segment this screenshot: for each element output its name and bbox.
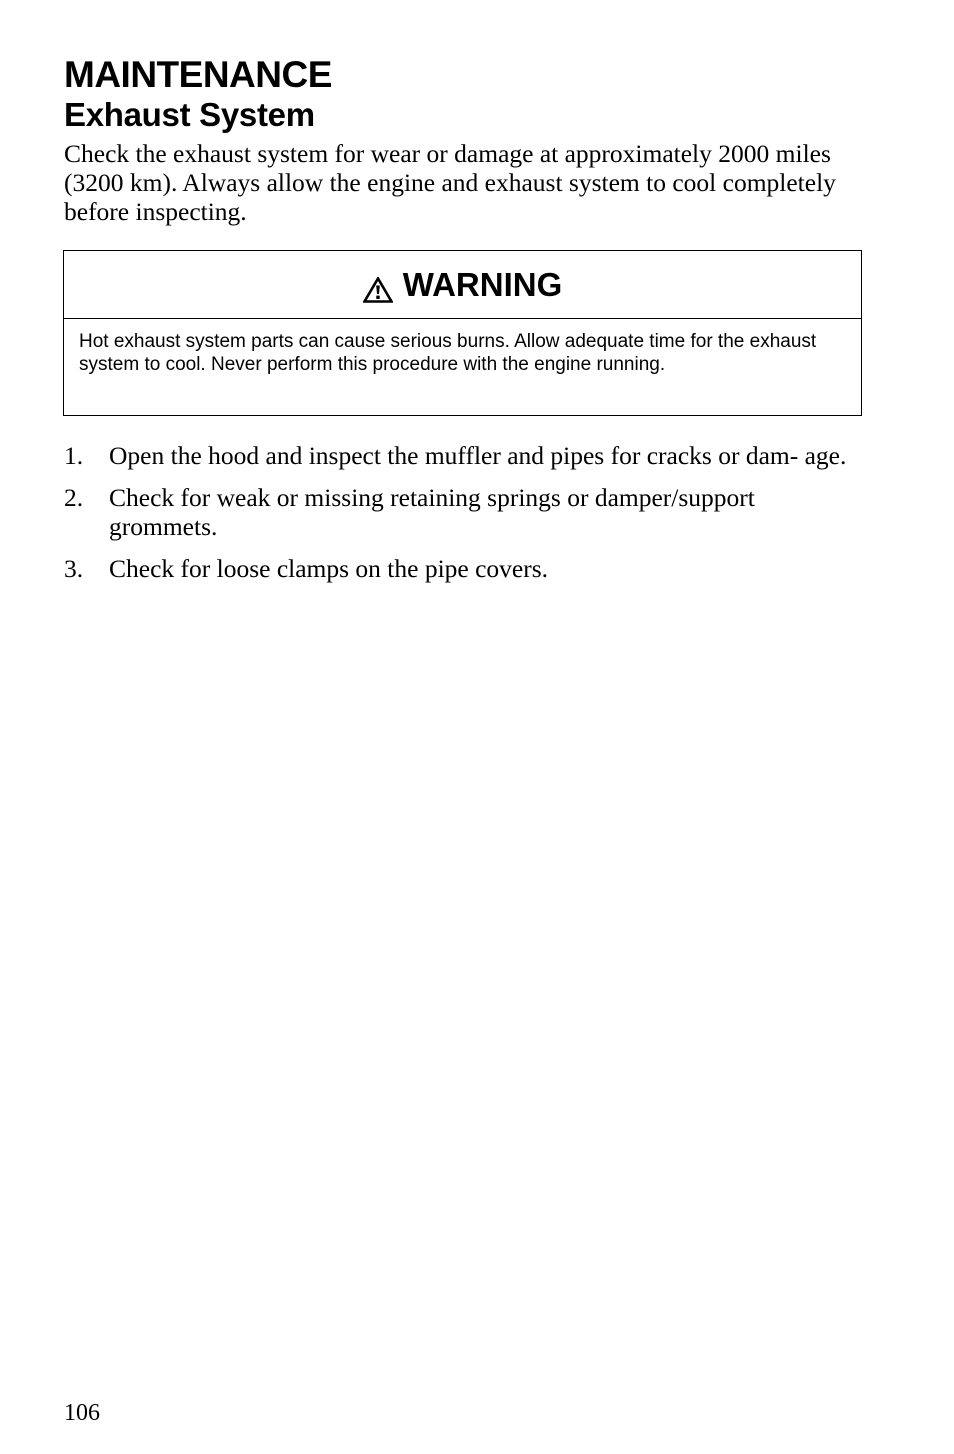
step-number: 3. xyxy=(64,554,84,583)
steps-list xyxy=(64,441,864,596)
page-number: 106 xyxy=(64,1400,100,1426)
page-title: MAINTENANCE xyxy=(64,54,332,95)
list-item xyxy=(64,554,864,583)
list-item xyxy=(64,483,864,541)
warning-triangle-icon xyxy=(363,273,393,299)
warning-box xyxy=(63,250,862,416)
step-text: Check for weak or missing retaining springs or damper/support grommets. xyxy=(109,483,755,541)
step-number: 1. xyxy=(64,441,84,470)
step-text: Open the hood and inspect the muffler and pipes for cracks or dam- age. xyxy=(109,441,847,470)
warning-text: Hot exhaust system parts can cause serious burns. Allow adequate time for the exhaust system to cool. Never perform this procedure with the engine running. xyxy=(79,331,817,375)
list-item xyxy=(64,441,864,470)
step-number: 2. xyxy=(64,483,84,512)
intro-paragraph: Check the exhaust system for wear or damage at approximately 2000 miles (3200 km). Always allow the engine and exhaust system to cool completely before inspecting. xyxy=(64,139,836,226)
step-text: Check for loose clamps on the pipe covers. xyxy=(109,554,549,583)
warning-label: WARNING xyxy=(402,265,563,303)
section-title: Exhaust System xyxy=(64,96,315,133)
warning-header xyxy=(64,251,861,319)
